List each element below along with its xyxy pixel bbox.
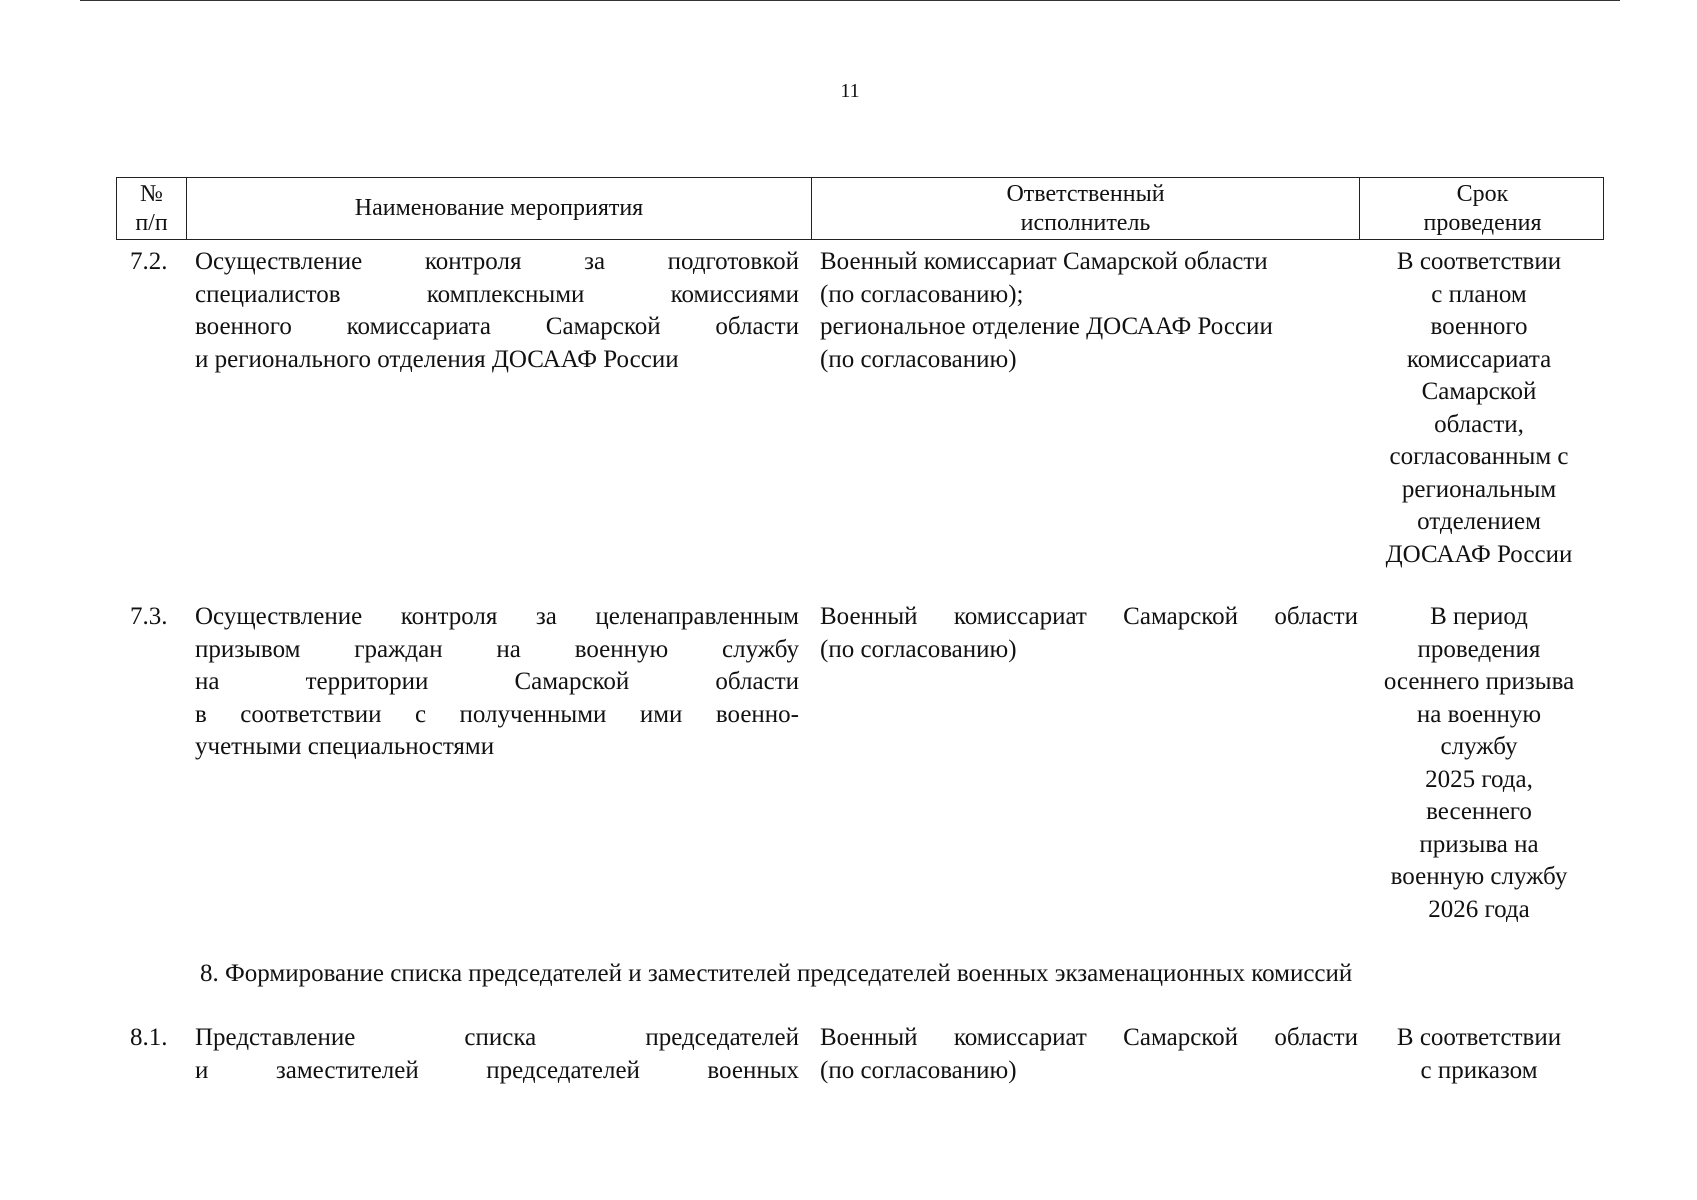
term-line: на военную — [1416, 700, 1542, 728]
row-number: 7.2. — [130, 248, 168, 275]
term-line: отделением — [1417, 508, 1541, 535]
activity-line: призывом граждан на военную службу — [195, 635, 799, 663]
executor-line: (по согласованию); — [820, 280, 1024, 308]
executor-line: (по согласованию) — [820, 1056, 1017, 1084]
header-executor-line: исполнитель — [1020, 209, 1151, 236]
section-heading: 8. Формирование списка председателей и заместителей председателей военных экзаменационных комиссий — [200, 960, 1353, 987]
header-name-label: Наименование мероприятия — [354, 195, 644, 221]
activity-line: Представление списка председателей — [195, 1024, 799, 1051]
activity-line: на территории Самарской области — [195, 668, 799, 695]
row-number: 7.3. — [130, 603, 168, 630]
term-line: В соответствии — [1396, 1024, 1562, 1051]
activity-line: в соответствии с полученными ими военно- — [195, 700, 799, 728]
page-number: 11 — [840, 80, 860, 102]
term-line: с планом — [1431, 280, 1527, 308]
term-line: ДОСААФ России — [1385, 540, 1573, 568]
term-line: области, — [1434, 410, 1524, 438]
term-line: В период — [1430, 603, 1528, 630]
executor-line: Военный комиссариат Самарской области — [820, 603, 1358, 630]
executor-line: Военный комиссариат Самарской области — [820, 248, 1268, 275]
header-executor-cell — [811, 178, 1359, 239]
row-executor — [820, 246, 1358, 376]
term-line: Самарской — [1421, 378, 1537, 405]
activity-line: специалистов комплексными комиссиями — [195, 280, 799, 308]
activity-line: и заместителей председателей военных — [195, 1056, 799, 1084]
term-line: 2026 года — [1428, 895, 1530, 923]
activity-line: Осуществление контроля за целенаправленным — [195, 603, 799, 630]
row-term — [1368, 1022, 1590, 1087]
row-executor — [820, 601, 1358, 666]
row-term — [1368, 246, 1590, 571]
term-line: военного — [1430, 313, 1528, 340]
term-line: службу — [1440, 733, 1518, 760]
term-line: региональным — [1401, 475, 1557, 503]
header-executor-line: Ответственный — [1006, 180, 1165, 207]
activity-line: учетными специальностями — [195, 733, 495, 760]
term-line: согласованным с — [1389, 443, 1569, 470]
term-line: весеннего — [1426, 798, 1532, 825]
header-term-line: Срок — [1456, 180, 1509, 207]
executor-line: региональное отделение ДОСААФ России — [820, 313, 1273, 340]
row-term — [1368, 601, 1590, 926]
header-name-cell — [186, 178, 811, 239]
top-rule — [80, 0, 1620, 1]
executor-line: Военный комиссариат Самарской области — [820, 1024, 1358, 1051]
term-line: военную службу — [1390, 863, 1568, 890]
row-activity-name — [195, 601, 799, 764]
header-number-line: п/п — [135, 209, 168, 236]
table-header — [116, 177, 1604, 240]
term-line: с приказом — [1420, 1056, 1538, 1084]
activity-line: военного комиссариата Самарской области — [195, 313, 799, 340]
header-number-cell — [117, 178, 186, 239]
term-line: проведения — [1417, 635, 1541, 663]
term-line: призыва на — [1419, 830, 1539, 858]
header-number-line: № — [140, 180, 163, 207]
term-line: В соответствии — [1396, 248, 1562, 275]
activity-line: Осуществление контроля за подготовкой — [195, 248, 799, 275]
executor-line: (по согласованию) — [820, 345, 1017, 373]
header-term-cell — [1359, 178, 1605, 239]
term-line: осеннего призыва — [1383, 668, 1575, 695]
term-line: 2025 года, — [1425, 765, 1533, 793]
row-executor — [820, 1022, 1358, 1087]
row-number: 8.1. — [130, 1024, 168, 1051]
header-term-line: проведения — [1423, 209, 1542, 236]
activity-line: и регионального отделения ДОСААФ России — [195, 345, 679, 373]
row-activity-name — [195, 1022, 799, 1087]
executor-line: (по согласованию) — [820, 635, 1017, 663]
term-line: комиссариата — [1406, 345, 1552, 373]
row-activity-name — [195, 246, 799, 376]
